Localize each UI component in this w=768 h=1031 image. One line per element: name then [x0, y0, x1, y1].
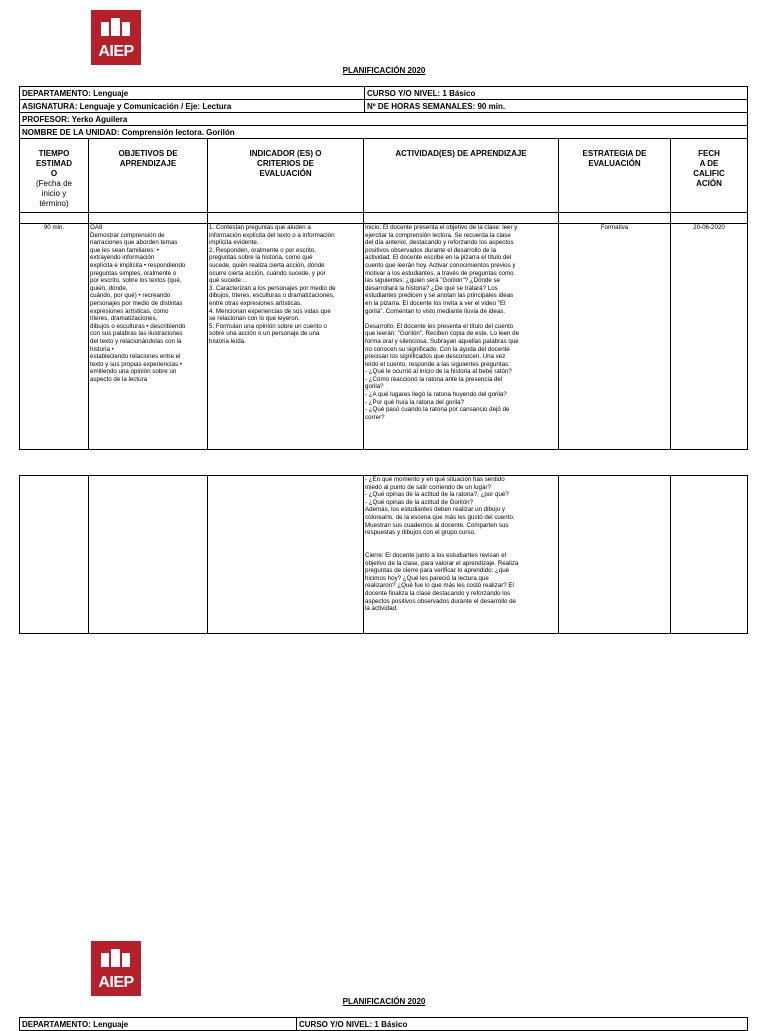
departamento-field-2: DEPARTAMENTO: Lenguaje: [20, 1018, 297, 1031]
horas-field: Nº DE HORAS SEMANALES: 90 min.: [365, 100, 748, 113]
unidad-field: NOMBRE DE LA UNIDAD: Comprensión lectora. Gorilón: [20, 126, 748, 139]
col-indicador: INDICADOR (ES) O CRITERIOS DE EVALUACIÓN: [208, 139, 364, 213]
curso-field: CURSO Y/O NIVEL: 1 Básico: [365, 87, 748, 100]
spacer-row: [20, 213, 748, 224]
aiep-logo: [91, 10, 141, 65]
continuation-table: [19, 475, 748, 634]
page-title-2: PLANIFICACIÓN 2020: [342, 997, 426, 1006]
planning-table: [19, 138, 748, 450]
profesor-field: PROFESOR: Yerko Aguilera: [20, 113, 748, 126]
aiep-logo: [91, 941, 141, 996]
col-objetivos: OBJETIVOS DE APRENDIZAJE: [89, 139, 208, 213]
table-row: [20, 476, 748, 634]
page-title: PLANIFICACIÓN 2020: [342, 66, 426, 75]
logo-text: AIEP: [98, 974, 134, 991]
curso-field-2: CURSO Y/O NIVEL: 1 Básico: [297, 1018, 748, 1031]
asignatura-field: ASIGNATURA: Lenguaje y Comunicación / Eje: Lectura: [20, 100, 365, 113]
header-table: [19, 86, 748, 139]
fecha-cell: 20-06-2020: [671, 224, 748, 450]
indicador-cell: 1. Contestan preguntas que aluden a información explícita del texto o a información implícita evidente. 2. Responden, oralmente o por escrito, preguntas sobre la historia, como qué sucede, quién realiza cierta acción, dónde ocurre cierta acción, cuándo sucede, y por qué sucede… 3. Caracterizan a los personajes por medio de dibujos, títeres, esculturas o dramatizaciones, entre otras expresiones artísticas. 4. Mencionan experiencias de sus vidas que se relacionan con lo que leyeron. 5. Formulan una opinión sobre un cuento o sobre una acción o un personaje de una historia leída.: [208, 224, 364, 450]
col-actividad: ACTIVIDAD(ES) DE APRENDIZAJE: [364, 139, 559, 213]
table-row: [20, 224, 748, 450]
departamento-field: DEPARTAMENTO: Lenguaje: [20, 87, 365, 100]
actividad-cell: Inicio: El docente presenta el objetivo de la clase: leer y ejercitar la comprensión lectora. Se recuerda la clase del día anterior, destacando y reforzando los aspectos positivos observados durante el desarrollo de la actividad. El docente escribe en la pizarra el título del cuento que leerán hoy. Activar conocimientos previos y motivar a los estudiantes, a través de preguntas como las siguientes: ¿quién será "Gorilón"? ¿Dónde se desarrollará la historia? ¿De qué se tratará? Los estudiantes predicen y se anotan las principales ideas en la pizarra. El docente los invita a ver el video "El gorila". Comentan lo visto mediante lluvia de ideas. Desarrollo: El docente les presenta el título del cuento que leerán: "Gorilón". Reciben copia de este. Lo leen de forma oral y silenciosa. Subrayan aquellas palabras que no conocen su significado. Con la ayuda del docente precisan los significados que desconocen. Una vez leído el cuento, responde a las siguientes preguntas: - ¿Qué le ocurrió al inicio de la historia al bebé ratón? - ¿Cómo reaccionó la ratona ante la presencia del gorila? - ¿A qué lugares llegó la ratona huyendo del gorila? - ¿Por qué huía la ratona del gorila? - ¿Qué pasó cuando la ratona por cansancio dejó de correr?: [364, 224, 559, 450]
tiempo-cell: 90 min.: [20, 224, 89, 450]
logo-text: AIEP: [98, 43, 134, 60]
estrategia-cell: Formativa: [559, 224, 671, 450]
col-fecha: FECH A DE CALIFIC ACIÓN: [671, 139, 748, 213]
objetivos-cell: OA8 Demostrar comprensión de narraciones que aborden temas que les sean familiares: • extrayendo información explícita e implícita • respondiendo preguntas simples, oralmente o por escrito, sobre los textos (qué, quién, dónde, cuándo, por qué) • recreando personajes por medio de distintas expresiones artísticas, como títeres, dramatizaciones, dibujos o esculturas • describiendo con sus palabras las ilustraciones del texto y relacionándolas con la historia • estableciendo relaciones entre el texto y sus propias experiencias • emitiendo una opinión sobre un aspecto de la lectura: [89, 224, 208, 450]
col-tiempo: TIEMPO ESTIMAD O (Fecha de inicio y término): [20, 139, 89, 213]
header-table-2: [19, 1017, 748, 1031]
actividad-cell-continued: - ¿En qué momento y en qué situación has sentido miedo al punto de salir corriendo de un lugar? - ¿Qué opinas de la actitud de la ratona?, ¿por qué? - ¿Qué opinas de la actitud de Gorilón? Además, los estudiantes deben realizar un dibujo y colorearlo, de la escena que más les gustó del cuento. Muestran sus cuadernos al docente. Comparten sus respuestas y dibujos con el grupo curso. Cierre: El docente junto a los estudiantes revisan el objetivo de la clase, para valorar el aprendizaje. Realiza preguntas de cierre para verificar lo aprendido: ¿qué hicimos hoy? ¿Qué les pareció la lectura que realizaron? ¿Qué fue lo que más les costó realizar? El docente finaliza la clase destacando y reforzando los aspectos positivos observados durante el desarrollo de la actividad.: [364, 476, 559, 634]
col-estrategia: ESTRATEGIA DE EVALUACIÓN: [559, 139, 671, 213]
